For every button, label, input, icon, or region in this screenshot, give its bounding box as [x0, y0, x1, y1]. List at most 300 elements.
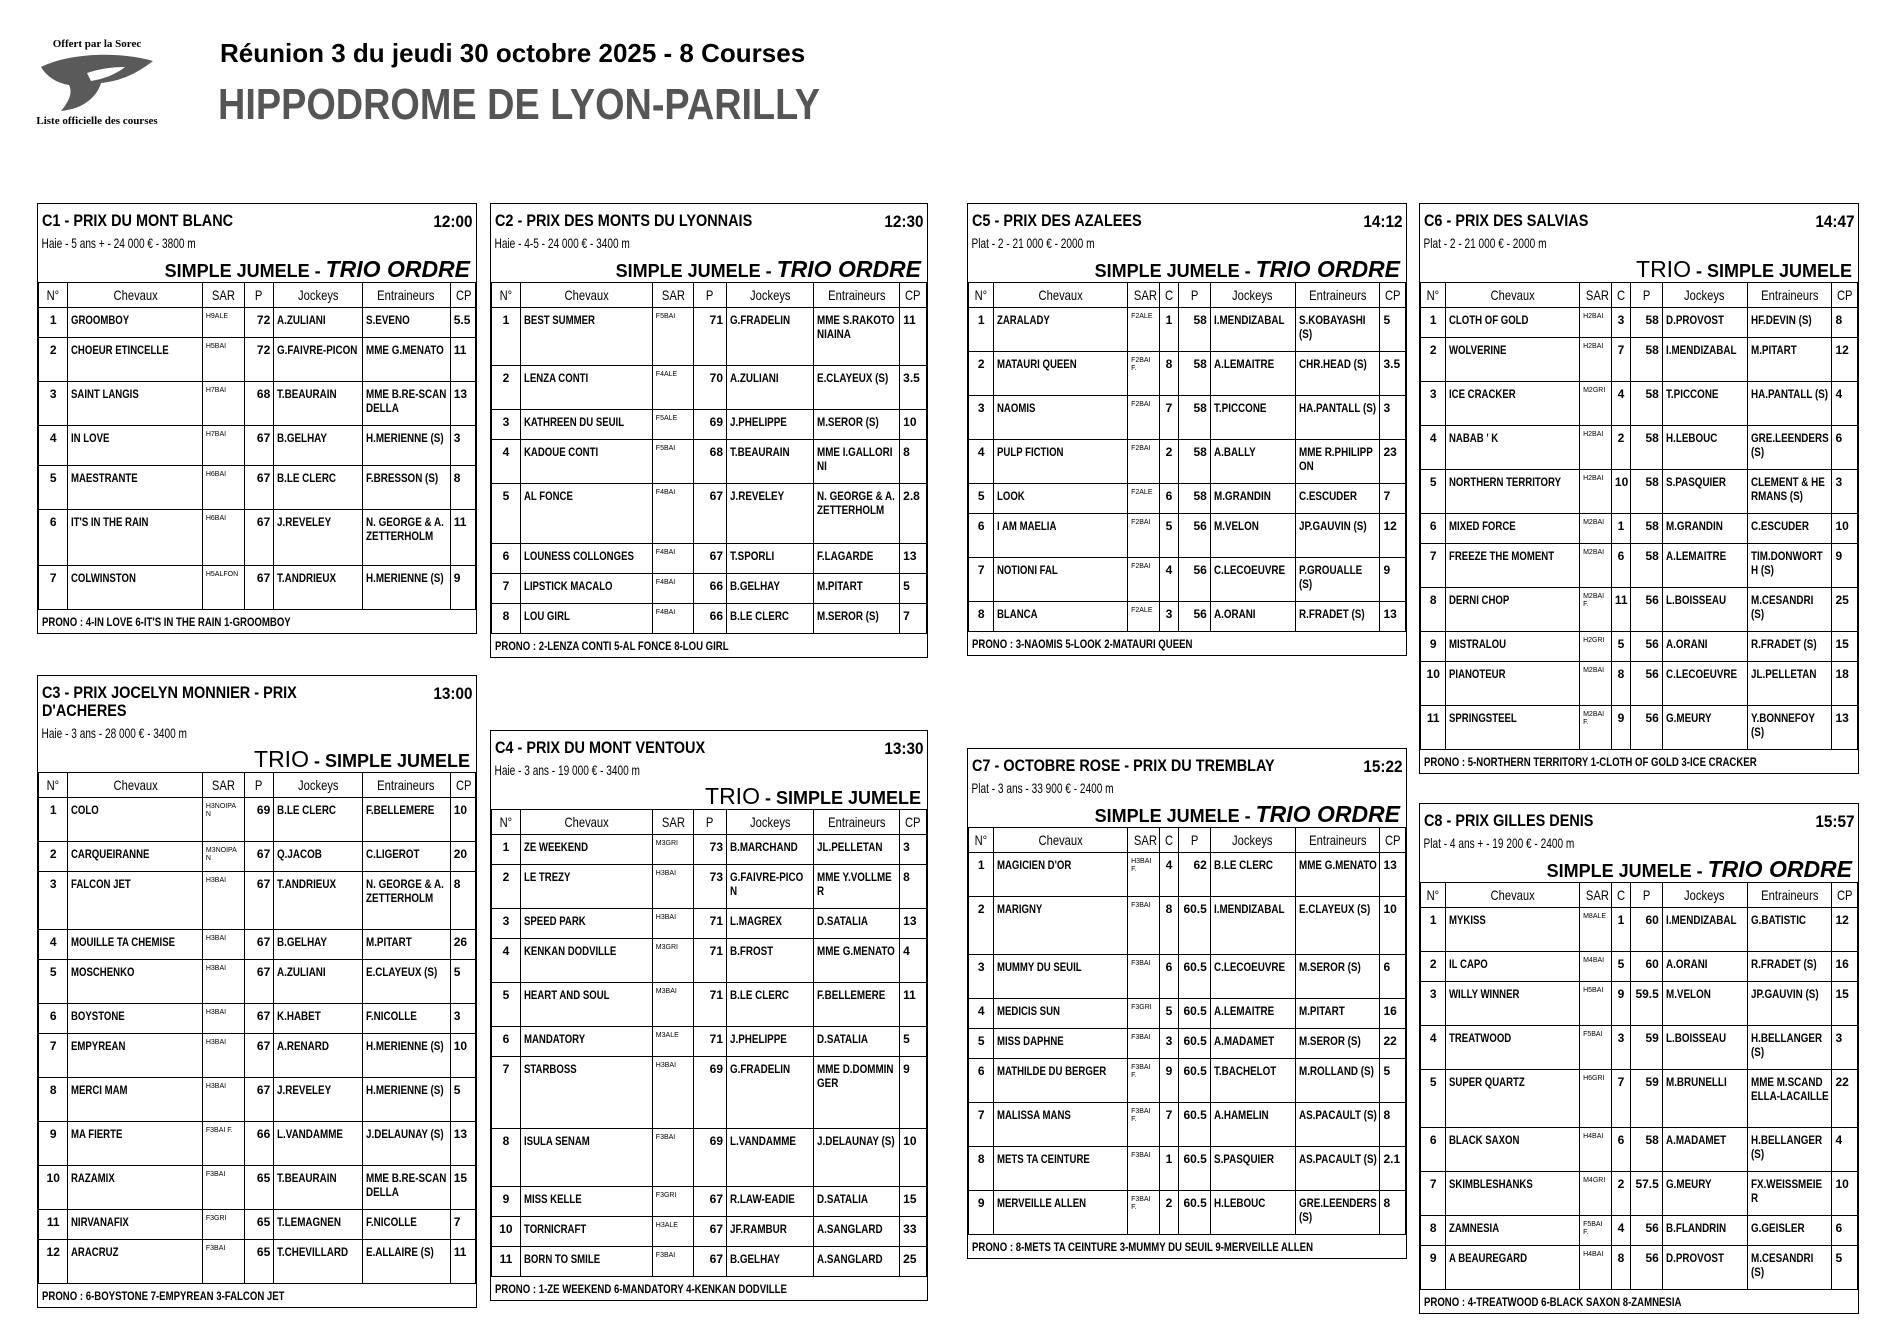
horse-sar	[1580, 1172, 1612, 1216]
horse-sar	[652, 939, 693, 983]
runner-number-text: 8	[502, 609, 510, 623]
runner-weight	[1630, 1172, 1662, 1216]
horse-name	[520, 835, 652, 865]
jockey-name-text: G.FRADELIN	[730, 1062, 791, 1076]
table-row	[1421, 632, 1858, 662]
runner-number-text: 10	[499, 1222, 513, 1236]
runner-number	[969, 352, 994, 396]
runner-weight	[244, 1240, 273, 1284]
jockey-name-text: L.MAGREX	[730, 914, 782, 928]
runner-weight	[244, 1078, 273, 1122]
horse-sar-text: H3BAI	[205, 1083, 227, 1090]
table-row	[39, 382, 476, 426]
horse-sar-text: H3BAI	[205, 877, 227, 884]
table-row	[39, 1210, 476, 1240]
horse-sar-text: F3GRI	[205, 1215, 227, 1222]
horse-name-text: NOTIONI FAL	[997, 563, 1059, 577]
horse-name	[1446, 1070, 1580, 1128]
trainer-name	[1747, 338, 1832, 382]
horse-name-text: BLANCA	[997, 607, 1038, 621]
runner-corde-text: 8	[1165, 902, 1173, 916]
runner-odds	[900, 484, 927, 544]
runner-number	[39, 798, 68, 842]
jockey-name-text: D.PROVOST	[1665, 1251, 1724, 1265]
horse-sar	[1128, 1191, 1160, 1235]
horse-name	[68, 798, 202, 842]
runner-corde	[1159, 352, 1178, 396]
race-prono	[38, 610, 476, 633]
horse-sar	[202, 798, 244, 842]
column-header-label: SAR	[211, 777, 235, 793]
runner-odds-text: 15	[453, 1171, 468, 1185]
table-row	[969, 999, 1406, 1029]
horse-name	[1446, 426, 1580, 470]
runner-weight-text: 67	[709, 1192, 723, 1206]
horse-sar-text: F3BAI	[655, 1252, 676, 1259]
horse-name-text: PULP FICTION	[997, 445, 1064, 459]
trainer-name	[1295, 352, 1380, 396]
runner-number	[39, 382, 68, 426]
runners-table	[38, 282, 476, 610]
runner-corde	[1611, 982, 1630, 1026]
horse-name-text: NIRVANAFIX	[71, 1215, 130, 1229]
horse-sar	[202, 510, 244, 566]
jockey-name-text: A.ORANI	[1665, 637, 1708, 651]
runner-number	[492, 604, 521, 634]
horse-name-text: ARACRUZ	[71, 1245, 119, 1259]
column-header-label: SAR	[1133, 832, 1158, 848]
runner-number-text: 1	[1429, 313, 1437, 327]
race-prono-text: PRONO : 1-ZE WEEKEND 6-MANDATORY 4-KENKAN DODVILLE	[495, 1282, 787, 1296]
runner-odds-text: 9	[903, 1062, 910, 1076]
horse-sar-text: F2ALE	[1131, 489, 1153, 496]
runner-number-text: 1	[502, 313, 510, 327]
horse-name	[68, 566, 202, 610]
trainer-name	[813, 1187, 900, 1217]
runner-odds-text: 13	[903, 914, 917, 928]
jockey-name	[1662, 1172, 1747, 1216]
horse-name	[68, 308, 202, 338]
horse-name	[994, 484, 1128, 514]
runner-corde-text: 9	[1165, 1064, 1173, 1078]
jockey-name	[1210, 1103, 1295, 1147]
runner-odds-text: 3.5	[1383, 357, 1401, 371]
runner-odds	[450, 930, 475, 960]
jockey-name-text: T.PICCONE	[1665, 387, 1719, 401]
trainer-name	[362, 566, 450, 610]
jockey-name-text: B.LE CLERC	[730, 988, 790, 1002]
runner-odds	[450, 798, 475, 842]
runner-number-text: 3	[49, 877, 57, 891]
runner-corde	[1611, 1128, 1630, 1172]
runner-odds	[1380, 1059, 1406, 1103]
runner-number-text: 3	[502, 914, 510, 928]
trainer-name	[1747, 1246, 1832, 1290]
horse-name	[1446, 706, 1580, 750]
horse-sar	[1128, 1103, 1160, 1147]
horse-name	[994, 440, 1128, 484]
runner-number	[1421, 588, 1446, 632]
table-header-row	[39, 773, 476, 798]
trainer-name	[1747, 308, 1832, 338]
table-row	[39, 960, 476, 1004]
jockey-name	[274, 1122, 362, 1166]
runner-weight	[1178, 1103, 1210, 1147]
race-time: 13:30	[883, 739, 923, 758]
race-title	[42, 212, 360, 230]
trainer-name	[1747, 544, 1832, 588]
race-prono	[968, 632, 1406, 655]
column-header-label: CP	[1837, 287, 1853, 303]
table-row	[1421, 1070, 1858, 1128]
horse-name	[520, 1217, 652, 1247]
horse-name-text: NABAB ' K	[1449, 431, 1499, 445]
runner-weight	[1630, 1216, 1662, 1246]
jockey-name	[727, 1129, 814, 1187]
jockey-name-text: B.LE CLERC	[277, 803, 337, 817]
jockey-name	[274, 566, 362, 610]
runner-weight	[694, 983, 727, 1027]
jockey-name-text: D.PROVOST	[1665, 313, 1724, 327]
race-prono	[968, 1235, 1406, 1258]
trainer-name	[362, 1210, 450, 1240]
runner-number-text: 11	[46, 1215, 60, 1229]
runner-weight	[1178, 352, 1210, 396]
jockey-name-text: J.REVELEY	[730, 489, 785, 503]
runner-weight	[244, 930, 273, 960]
column-header-num	[969, 828, 994, 853]
horse-sar	[1580, 1128, 1612, 1172]
horse-sar-text: H3BAI	[205, 935, 227, 942]
trainer-name	[1295, 999, 1380, 1029]
race-prono	[491, 1277, 927, 1300]
table-row	[969, 1103, 1406, 1147]
jockey-name	[1662, 544, 1747, 588]
jockey-name-text: G.MEURY	[1665, 1177, 1712, 1191]
runner-number	[39, 842, 68, 872]
jockey-name-text: A.ZULIANI	[277, 965, 326, 979]
column-header-label: Jockeys	[749, 814, 791, 830]
jockey-name-text: C.LECOEUVRE	[1665, 667, 1737, 681]
runner-number-text: 7	[49, 1039, 57, 1053]
runner-number-text: 5	[1429, 1075, 1437, 1089]
runner-weight-text: 60.5	[1183, 1152, 1207, 1166]
runner-odds-text: 10	[903, 415, 917, 429]
runner-odds-text: 8	[453, 471, 461, 485]
trainer-name	[1747, 514, 1832, 544]
horse-sar-text: F3BAI	[1131, 902, 1151, 909]
column-header-label: CP	[1385, 832, 1401, 848]
horse-sar-text: H2BAI	[1583, 343, 1604, 350]
runner-number-text: 6	[1429, 519, 1437, 533]
horse-name	[1446, 1128, 1580, 1172]
horse-name	[994, 308, 1128, 352]
race-conditions-text: Haie - 5 ans + - 24 000 € - 3800 m	[41, 235, 196, 251]
horse-sar	[1128, 1059, 1160, 1103]
jockey-name-text: B.FLANDRIN	[1665, 1221, 1726, 1235]
race-name: PRIX DU MONT VENTOUX	[526, 738, 706, 757]
runner-corde	[1159, 440, 1178, 484]
horse-name-text: MERVEILLE ALLEN	[997, 1196, 1087, 1210]
horse-name	[520, 1187, 652, 1217]
runner-number-text: 9	[1429, 637, 1437, 651]
column-header-jockeys	[1662, 283, 1747, 308]
trainer-name-text: A.SANGLARD	[816, 1222, 883, 1236]
trainer-name	[1747, 952, 1832, 982]
runner-weight-text: 73	[709, 840, 723, 854]
horse-name-text: SAINT LANGIS	[71, 387, 140, 401]
race-title	[972, 212, 1290, 230]
trainer-name-text: CHR.HEAD (S)	[1298, 357, 1367, 371]
horse-name	[1446, 382, 1580, 426]
sorec-logo	[36, 38, 158, 154]
runner-odds-text: 16	[1835, 957, 1849, 971]
horse-name	[520, 574, 652, 604]
jockey-name-text: R.LAW-EADIE	[730, 1192, 795, 1206]
runner-odds	[450, 466, 475, 510]
runner-odds	[450, 842, 475, 872]
horse-name-text: NAOMIS	[997, 401, 1036, 415]
runner-weight	[1630, 426, 1662, 470]
column-header-chevaux	[994, 283, 1128, 308]
runner-odds-text: 25	[1835, 593, 1849, 607]
runner-weight-text: 71	[709, 1032, 723, 1046]
trainer-name	[813, 909, 900, 939]
horse-name	[994, 352, 1128, 396]
trainer-name-text: H.BELLANGER (S)	[1750, 1031, 1822, 1059]
trainer-name-text: F.NICOLLE	[365, 1009, 417, 1023]
table-row	[492, 1057, 927, 1129]
trainer-name	[362, 510, 450, 566]
runner-weight-text: 67	[709, 549, 723, 563]
column-header-label: Jockeys	[1684, 287, 1725, 303]
runner-odds-text: 3	[1835, 475, 1843, 489]
horse-name	[994, 558, 1128, 602]
trainer-name	[362, 930, 450, 960]
runner-odds-text: 15	[1835, 987, 1849, 1001]
column-header-label: SAR	[661, 814, 685, 830]
horse-name-text: COLO	[71, 803, 100, 817]
horse-name	[1446, 470, 1580, 514]
column-header-chevaux	[68, 773, 202, 798]
trainer-name-text: C.ESCUDER	[1298, 489, 1357, 503]
jockey-name	[1210, 1029, 1295, 1059]
column-header-label: Chevaux	[1490, 887, 1535, 903]
trainer-name-text: F.NICOLLE	[365, 1215, 417, 1229]
race-conditions-text: Haie - 3 ans - 19 000 € - 3400 m	[494, 762, 640, 778]
bet-trio-ordre: TRIO ORDRE	[1255, 801, 1400, 827]
runner-weight	[694, 410, 727, 440]
race-prono	[1420, 1290, 1858, 1313]
jockey-name	[1662, 308, 1747, 338]
runner-weight	[1178, 308, 1210, 352]
column-header-jockeys	[1210, 283, 1295, 308]
runner-weight-text: 56	[1645, 593, 1659, 607]
runner-corde	[1159, 1147, 1178, 1191]
runner-number	[969, 484, 994, 514]
runner-odds-text: 3	[1835, 1031, 1843, 1045]
jockey-name-text: L.VANDAMME	[277, 1127, 344, 1141]
table-row	[492, 484, 927, 544]
runner-weight-text: 66	[709, 609, 723, 623]
runner-odds-text: 2.8	[903, 489, 920, 503]
runner-number	[1421, 1070, 1446, 1128]
column-header-label: P	[1190, 832, 1199, 848]
column-header-label: N°	[1426, 287, 1440, 303]
column-header-p	[244, 283, 273, 308]
column-header-label: P	[706, 814, 714, 830]
column-header-num	[969, 283, 994, 308]
runner-number-text: 3	[1429, 987, 1437, 1001]
runner-odds	[900, 1187, 927, 1217]
runner-corde	[1611, 1070, 1630, 1128]
bet-simple-jumele: SIMPLE JUMELE	[775, 788, 921, 808]
horse-sar	[1128, 1029, 1160, 1059]
runner-number	[1421, 982, 1446, 1026]
column-header-chevaux	[520, 810, 652, 835]
runner-odds	[450, 382, 475, 426]
horse-name	[1446, 908, 1580, 952]
runner-corde	[1159, 602, 1178, 632]
jockey-name	[274, 1240, 362, 1284]
trainer-name-text: D.SATALIA	[816, 914, 868, 928]
column-header-num	[492, 283, 521, 308]
runner-corde	[1611, 544, 1630, 588]
runner-odds	[1832, 982, 1858, 1026]
horse-name	[994, 1191, 1128, 1235]
runner-number-text: 4	[502, 944, 510, 958]
table-row	[1421, 982, 1858, 1026]
horse-name-text: MISS DAPHNE	[997, 1034, 1065, 1048]
bet-simple-jumele: SIMPLE JUMELE	[1706, 261, 1852, 281]
race-title	[495, 739, 811, 757]
bet-types	[1420, 256, 1858, 282]
trainer-name	[362, 872, 450, 930]
runner-number	[492, 366, 521, 410]
runner-weight-text: 58	[1645, 431, 1659, 445]
horse-sar-text: F3BAI	[205, 1171, 226, 1178]
table-row	[492, 366, 927, 410]
race-title	[495, 212, 811, 230]
horse-name-text: MALISSA MANS	[997, 1108, 1072, 1122]
trainer-name-text: N. GEORGE & A. ZETTERHOLM	[816, 489, 895, 517]
race-conditions-text: Haie - 4-5 - 24 000 € - 3400 m	[494, 235, 630, 251]
runner-weight-text: 58	[1193, 313, 1207, 327]
horse-sar-text: H3BAI	[655, 914, 677, 921]
runner-weight	[244, 426, 273, 466]
runner-weight-text: 60.5	[1183, 1064, 1207, 1078]
race-time: 12:00	[432, 212, 472, 231]
jockey-name	[1662, 382, 1747, 426]
runner-odds-text: 3	[1383, 401, 1391, 415]
runner-odds	[1832, 1070, 1858, 1128]
runner-corde	[1611, 1216, 1630, 1246]
runner-number-text: 6	[977, 1064, 985, 1078]
trainer-name	[813, 308, 900, 366]
horse-sar-text: H2GRI	[1583, 637, 1605, 644]
table-row	[492, 1187, 927, 1217]
horse-name-text: LOUNESS COLLONGES	[523, 549, 634, 563]
race-header	[1420, 804, 1858, 831]
table-row	[39, 308, 476, 338]
runner-number-text: 5	[502, 489, 510, 503]
table-row	[1421, 1172, 1858, 1216]
horse-sar-text: F5BAI	[655, 445, 676, 452]
horse-sar-text: F2ALE	[1131, 313, 1153, 320]
column-header-cp	[1832, 283, 1858, 308]
table-row	[969, 1059, 1406, 1103]
table-row	[39, 466, 476, 510]
horse-sar-text: H7BAI	[205, 431, 227, 438]
runner-odds-text: 9	[1835, 549, 1843, 563]
runner-number	[1421, 706, 1446, 750]
trainer-name	[362, 1078, 450, 1122]
jockey-name	[1210, 1147, 1295, 1191]
logo-top-text: Offert par la Sorec	[52, 38, 142, 50]
horse-name	[1446, 514, 1580, 544]
race-conditions	[38, 724, 423, 742]
runner-number-text: 6	[502, 549, 510, 563]
horse-sar-text: M2BAI	[1583, 667, 1605, 674]
runner-weight	[1630, 982, 1662, 1026]
horse-sar-text: F3BAI	[655, 1134, 676, 1141]
column-header-jockeys	[727, 810, 814, 835]
runner-number-text: 2	[977, 902, 985, 916]
runner-odds-text: 11	[453, 515, 467, 529]
runner-odds-text: 18	[1835, 667, 1849, 681]
horse-name	[68, 1122, 202, 1166]
horse-sar-text: M3ALE	[655, 1032, 679, 1039]
horse-sar	[652, 574, 693, 604]
runner-corde-text: 5	[1165, 1004, 1173, 1018]
column-header-num	[39, 773, 68, 798]
jockey-name	[1210, 602, 1295, 632]
runner-odds	[1380, 999, 1406, 1029]
runner-odds	[900, 1057, 927, 1129]
jockey-name-text: K.HABET	[277, 1009, 322, 1023]
jockey-name-text: S.PASQUIER	[1213, 1152, 1274, 1166]
column-header-label: P	[1642, 287, 1651, 303]
runner-odds	[1832, 908, 1858, 952]
column-header-label: Entraineurs	[1308, 287, 1367, 303]
horse-sar-text: F3GRI	[655, 1192, 677, 1199]
column-header-jockeys	[727, 283, 814, 308]
runner-odds	[900, 1217, 927, 1247]
trainer-name-text: MME Y.VOLLMER	[816, 870, 892, 898]
runners-table	[491, 282, 927, 634]
runner-number	[1421, 1128, 1446, 1172]
runner-weight-text: 67	[256, 935, 271, 949]
runner-weight-text: 71	[709, 944, 723, 958]
runner-odds-text: 2.1	[1383, 1152, 1401, 1166]
trainer-name-text: C.ESCUDER	[1750, 519, 1809, 533]
runner-odds	[1380, 1029, 1406, 1059]
horse-sar-text: M3NOIPAN	[205, 847, 237, 862]
horse-name-text: BEST SUMMER	[523, 313, 595, 327]
jockey-name-text: B.LE CLERC	[277, 471, 337, 485]
runner-odds	[1832, 514, 1858, 544]
runner-odds-text: 8	[1383, 1108, 1391, 1122]
jockey-name	[1210, 853, 1295, 897]
horse-sar-text: H3BAI	[205, 1039, 227, 1046]
trainer-name-text: R.FRADET (S)	[1750, 637, 1817, 651]
trainer-name	[813, 835, 900, 865]
horse-sar	[202, 1166, 244, 1210]
horse-sar-text: H2BAI	[1583, 475, 1604, 482]
column-header-label: P	[706, 287, 714, 303]
column-header-label: Chevaux	[113, 777, 158, 793]
race-conditions	[491, 234, 875, 252]
